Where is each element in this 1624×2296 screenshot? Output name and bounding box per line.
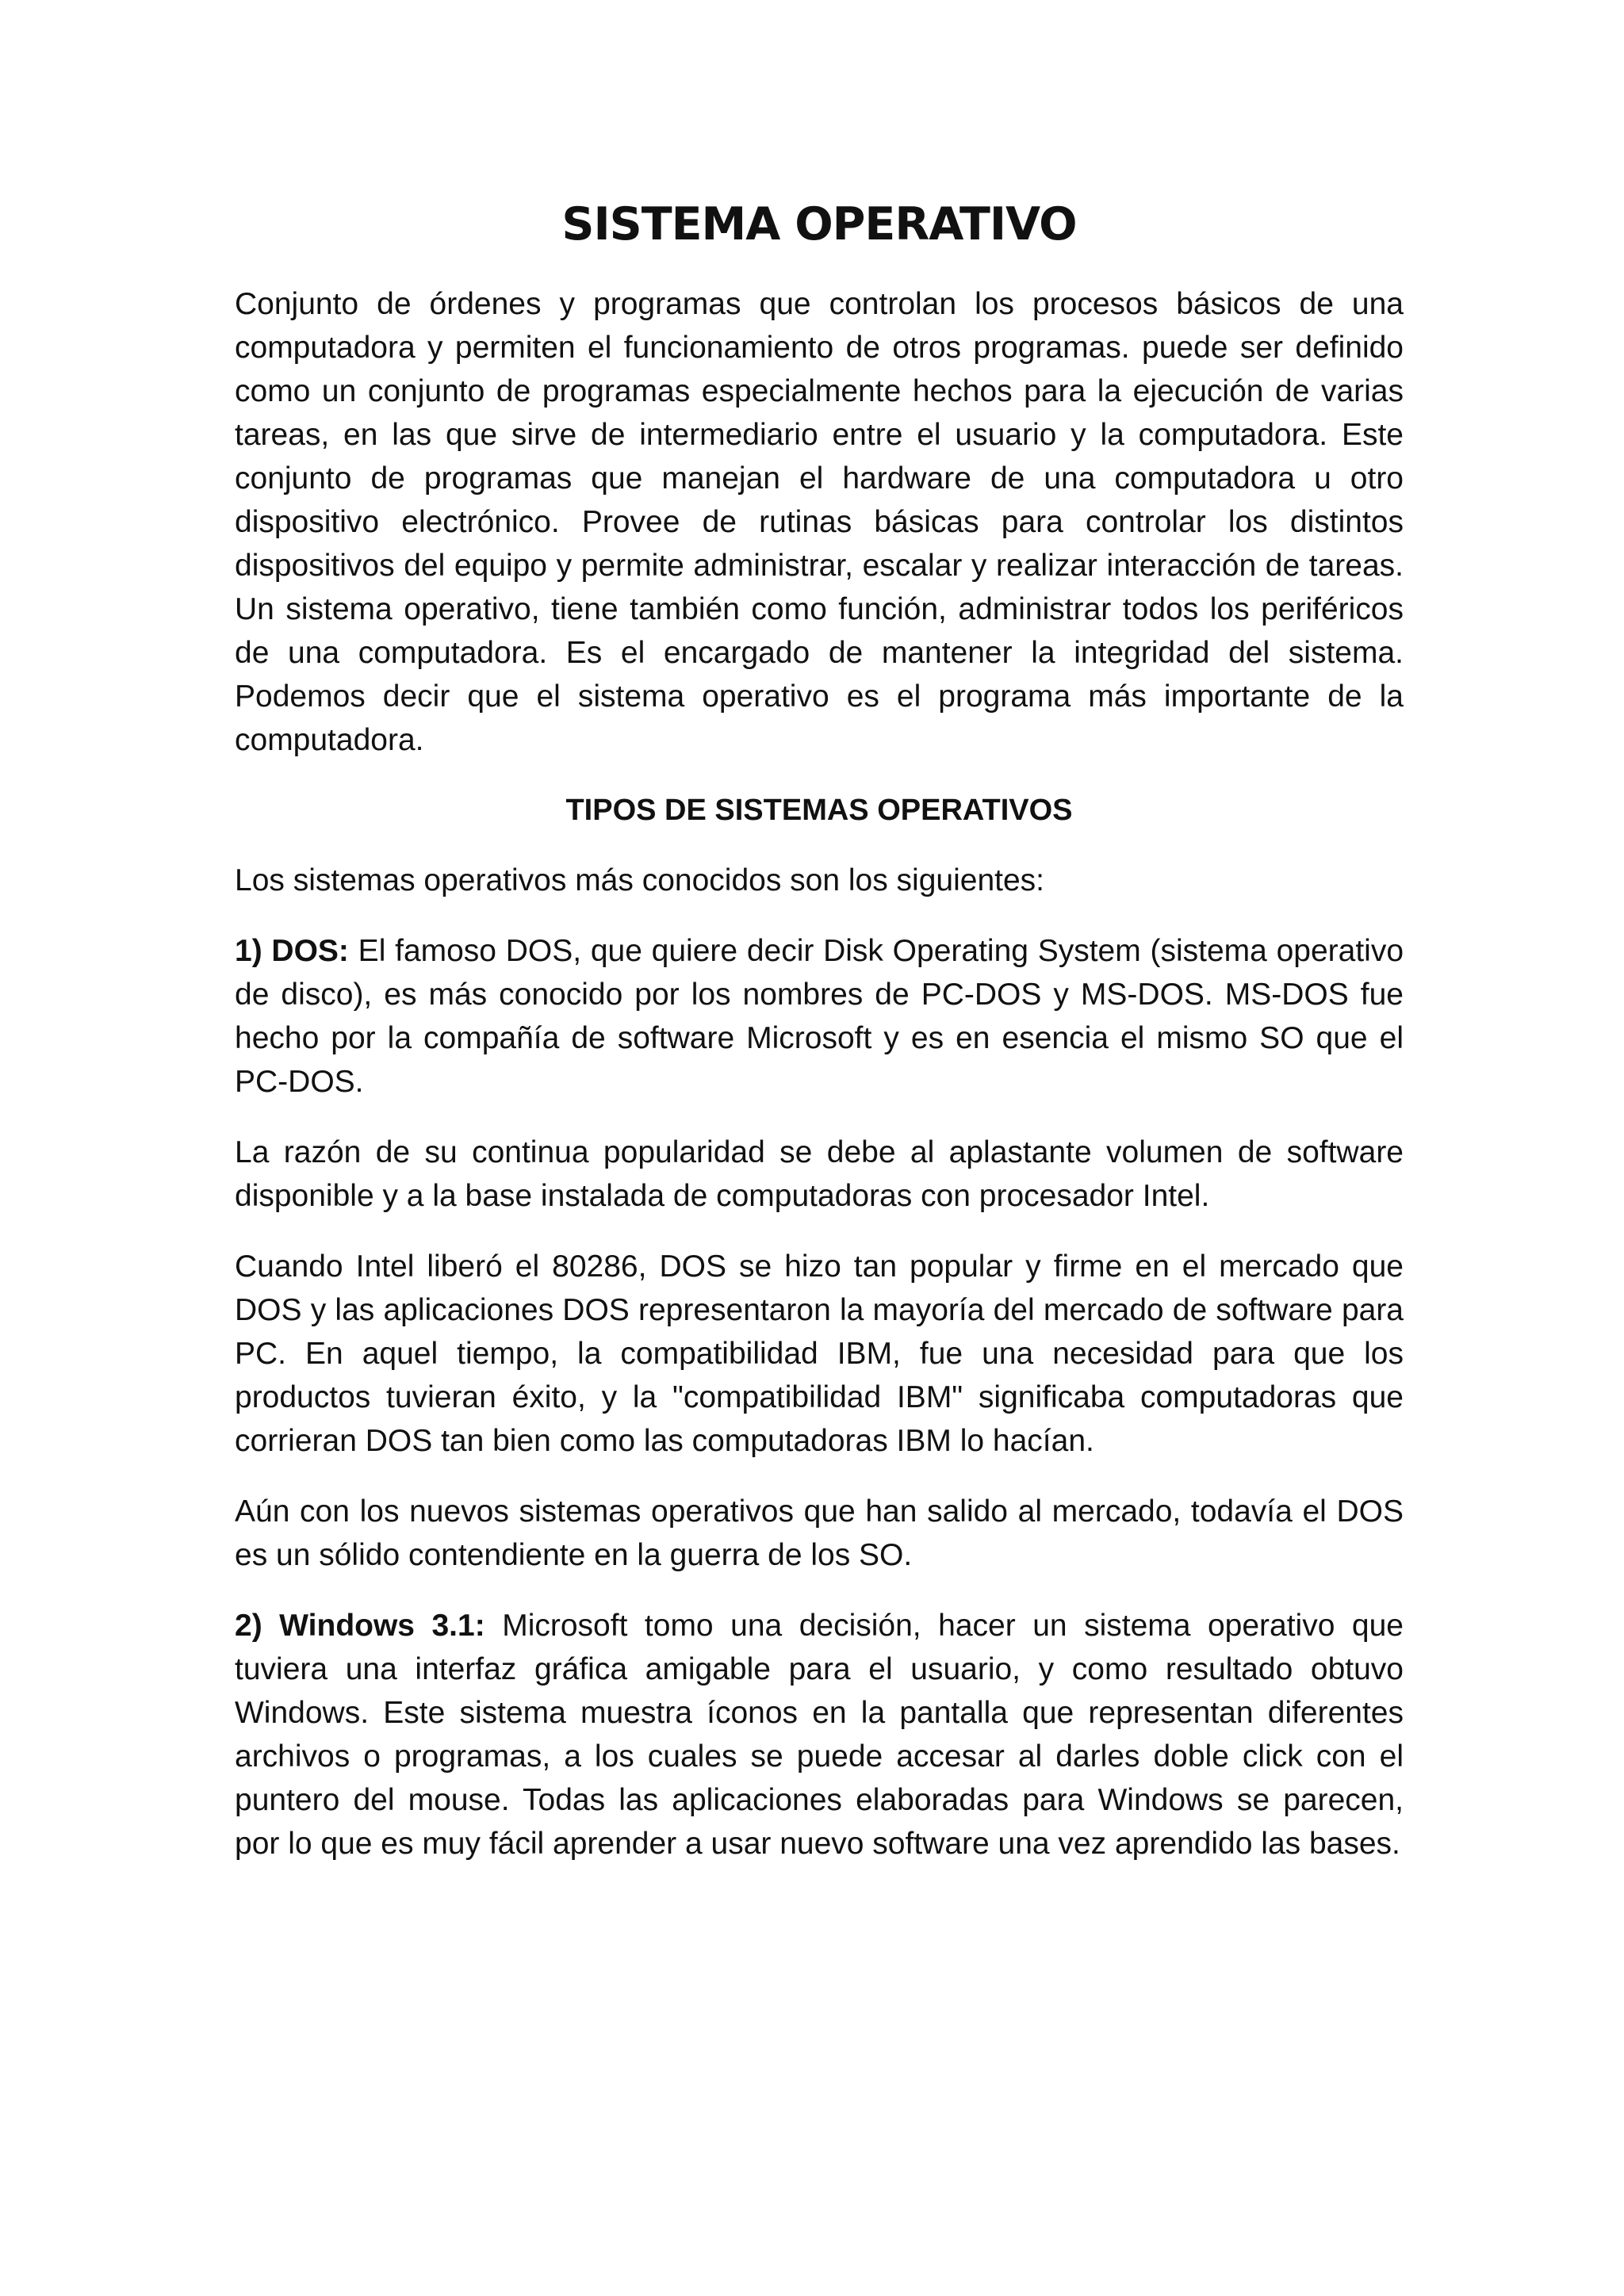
dos-label: 1) DOS: (235, 934, 349, 968)
intro-paragraph: Conjunto de órdenes y programas que controlan los procesos básicos de una computadora y permiten el funcionamiento de otros programas. puede ser definido como un conjunto de programas especialmente hechos para la ejecución de varias tareas, en las que sirve de intermediario entre el usuario y la computadora. Este conjunto de programas que manejan el hardware de una computadora u otro dispositivo electrónico. Provee de rutinas básicas para controlar los distintos dispositivos del equipo y permite administrar, escalar y realizar interacción de tareas. Un sistema operativo, tiene también como función, administrar todos los periféricos de una computadora. Es el encargado de mantener la integridad del sistema. Podemos decir que el sistema operativo es el programa más importante de la computadora. (235, 287, 1404, 757)
document-body (235, 193, 1404, 1892)
section-intro-paragraph: Los sistemas operativos más conocidos son los siguientes: (235, 863, 1045, 897)
section-heading: TIPOS DE SISTEMAS OPERATIVOS (565, 794, 1073, 827)
page-title: SISTEMA OPERATIVO (561, 198, 1077, 251)
dos-popularity-paragraph: La razón de su continua popularidad se debe al aplastante volumen de software disponible y a la base instalada de computadoras con procesador Intel. (235, 1135, 1404, 1213)
dos-paragraph (235, 929, 1404, 1104)
dos-contender-paragraph: Aún con los nuevos sistemas operativos que han salido al mercado, todavía el DOS es un sólido contendiente en la guerra de los SO. (235, 1494, 1404, 1572)
dos-market-paragraph: Cuando Intel liberó el 80286, DOS se hizo tan popular y firme en el mercado que DOS y las aplicaciones DOS representaron la mayoría del mercado de software para PC. En aquel tiempo, la compatibilidad IBM, fue una necesidad para que los productos tuvieran éxito, y la "compatibilidad IBM" significaba computadoras que corrieran DOS tan bien como las computadoras IBM lo hacían. (235, 1249, 1404, 1458)
windows-paragraph (235, 1604, 1404, 1866)
windows-text: Microsoft tomo una decisión, hacer un sistema operativo que tuviera una interfaz gráfica amigable para el usuario, y como resultado obtuvo Windows. Este sistema muestra íconos en la pantalla que representan diferentes archivos o programas, a los cuales se puede accesar al darles doble click con el puntero del mouse. Todas las aplicaciones elaboradas para Windows se parecen, por lo que es muy fácil aprender a usar nuevo software una vez aprendido las bases. (235, 1609, 1404, 1861)
dos-text: El famoso DOS, que quiere decir Disk Operating System (sistema operativo de disco), es más conocido por los nombres de PC-DOS y MS-DOS. MS-DOS fue hecho por la compañía de software Microsoft y es en esencia el mismo SO que el PC-DOS. (235, 934, 1404, 1099)
windows-label: 2) Windows 3.1: (235, 1609, 485, 1643)
